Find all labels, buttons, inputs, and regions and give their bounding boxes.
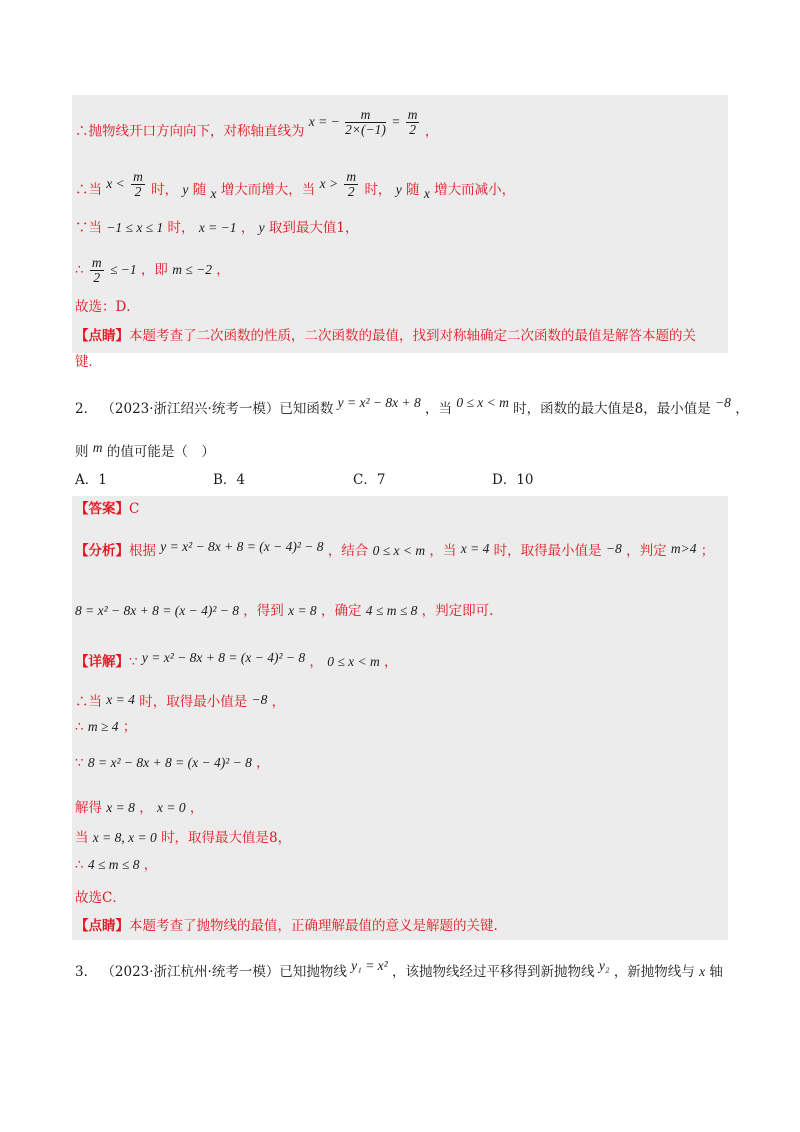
text: 解得 [75,800,102,816]
text: 时，函数的最大值是8，最小值是 [513,401,711,417]
text: ∴抛物线开口方向向下，对称轴直线为 [75,123,305,140]
math: 8 = x² − 8x + 8 = (x − 4)² − 8 [75,603,239,618]
b1-line4 [75,256,230,285]
math: 8 = x² − 8x + 8 = (x − 4)² − 8 [87,755,252,770]
text: 本题考查了二次函数的性质，二次函数的最值，找到对称轴确定二次函数的最值是解答本题的关 [129,328,696,344]
fraction [90,256,104,285]
text: ∴当 [75,182,102,198]
text: ， [309,654,323,670]
math: m ≤ −2 [172,262,212,277]
answer: C [129,501,140,517]
text: ，新抛物线与 [613,964,695,980]
math: y [182,182,189,197]
analysis-line2 [75,602,493,620]
text: 随 [406,182,420,198]
option-c: C．7 [353,472,386,488]
math: 0 ≤ x < m [456,395,509,410]
math: x [210,186,217,201]
math: x = 8 [106,800,135,815]
b1-line6 [75,327,696,345]
text: ∴ [75,857,84,873]
math: x [699,964,706,979]
text: ， [735,401,749,417]
question-source: （2023·浙江杭州·统考一模）已知抛物线 [101,964,347,980]
text: ，当 [429,543,457,559]
denominator: 2 [347,184,355,199]
math: 0 ≤ x < m [372,543,426,558]
math: y [395,182,402,197]
analysis-line1 [75,539,715,560]
math: y = x² − 8x + 8 = (x − 4)² − 8 [160,539,324,554]
math: m ≥ 4 [87,719,119,734]
detail-line1 [75,650,398,671]
math: y₂ [598,958,610,973]
text: 时， [167,220,195,236]
text: 增大而减小， [434,182,516,198]
math: m [92,440,103,455]
fraction [345,108,386,137]
text: ， [240,220,255,236]
detail-step5 [75,829,291,847]
math: m>4 [670,541,697,556]
fraction [406,108,420,137]
text: ∴ [75,262,84,278]
text: ，得到 [243,603,284,619]
numerator: m [345,108,386,123]
b1-line1 [75,107,439,147]
detail-step3 [75,754,270,772]
question-source: （2023·浙江绍兴·统考一模）已知函数 [101,401,334,417]
text: ，当 [425,401,453,417]
numerator: m [91,255,102,270]
text: ∵ [75,755,84,771]
b1-line7 [75,353,102,371]
text: 增大而增大，当 [220,182,316,198]
denominator: 2 [93,270,101,285]
math: 4 ≤ m ≤ 8 [87,857,140,872]
math: 4 ≤ m ≤ 8 [365,603,418,618]
text: ，结合 [327,543,369,559]
math: y = x² − 8x + 8 [337,395,421,410]
denominator: 2×(−1) [345,122,386,137]
numerator: m [407,107,418,122]
numerator: m [133,169,143,184]
point-line [75,917,498,935]
text: ， [143,857,158,873]
text: 时，取得最大值是8， [161,830,292,846]
math: x [423,186,430,201]
math: x = 0 [157,800,186,815]
detail-step6 [75,856,157,874]
question-number: 3． [75,964,98,980]
text: 时， [151,182,179,198]
text: ， [424,123,439,140]
text: ， [216,262,230,278]
tag: 【点睛】 [75,918,129,934]
text: 故选C． [75,890,126,906]
math: x = 8 [288,603,317,618]
math: x = 4 [106,692,135,707]
solution-block-2 [72,496,728,940]
text: ，判定 [626,543,667,559]
b1-line2 [75,169,516,205]
math: = [391,113,401,129]
text: 键． [75,354,102,370]
math: y = x² − 8x + 8 = (x − 4)² − 8 [141,650,306,665]
option-a: A．1 [75,472,107,488]
question-2-line2 [75,440,215,461]
denominator: 2 [134,184,142,199]
text: ， [384,654,398,670]
text: 时， [364,182,392,198]
text: 则 [75,444,89,460]
question-2 [75,395,749,418]
tag: 【答案】 [75,501,129,517]
text: ∵ [129,654,138,670]
math: x = 8, x = 0 [92,830,157,845]
question-number: 2． [75,401,98,417]
text: 故选：D． [75,299,140,315]
text: ，判定即可. [421,603,494,619]
text: ，即 [140,262,168,278]
math: −1 ≤ x ≤ 1 [106,220,164,235]
tag: 【点睛】 [75,328,129,344]
numerator: m [346,169,357,184]
math: −8 [251,692,268,707]
denominator: 2 [409,122,416,137]
tag: 【详解】 [75,654,129,670]
question-3 [75,958,723,981]
math: x > [319,176,339,191]
text: 时，取得最小值是 [493,543,602,559]
fraction [344,170,358,199]
math: −8 [715,395,731,410]
b1-line3 [75,219,359,237]
b1-line5 [75,298,140,316]
answer-line [75,500,139,518]
text: 本题考查了抛物线的最值，正确理解最值的意义是解题的关键. [129,918,498,934]
text: ∴ [75,719,84,735]
math: y₁ = x² [351,958,388,973]
option-d: D．10 [492,472,534,488]
text: ， [139,800,153,816]
tag: 【分析】 [75,543,129,559]
math: 0 ≤ x < m [327,654,380,669]
text: ∴当 [75,694,102,710]
text: 根据 [129,543,156,559]
text: 当 [75,830,89,846]
text: 取到最大值1， [268,220,359,236]
text: ， [271,694,286,710]
detail-step2 [75,718,136,736]
math: x = −1 [198,220,237,235]
option-b: B．4 [213,472,246,488]
text: ，确定 [320,603,362,619]
text: ； [700,543,715,559]
math: x = − [308,113,340,129]
math: −8 [605,541,622,556]
detail-step7 [75,889,126,907]
text: 随 [192,182,207,198]
text: 的值可能是（ ） [106,444,215,460]
detail-step1 [75,693,285,711]
text: ，该抛物线经过平移得到新抛物线 [392,964,595,980]
text: ； [122,719,137,735]
text: 时，取得最小值是 [139,694,248,710]
text: 轴 [709,964,723,980]
detail-step4 [75,799,203,817]
math: x < [106,176,125,191]
fraction [131,170,145,199]
math: ≤ −1 [109,262,137,277]
text: ， [189,800,204,816]
math: y [258,220,265,235]
text: ， [256,755,270,771]
math: x = 4 [460,541,490,556]
text: ∵当 [75,220,102,236]
